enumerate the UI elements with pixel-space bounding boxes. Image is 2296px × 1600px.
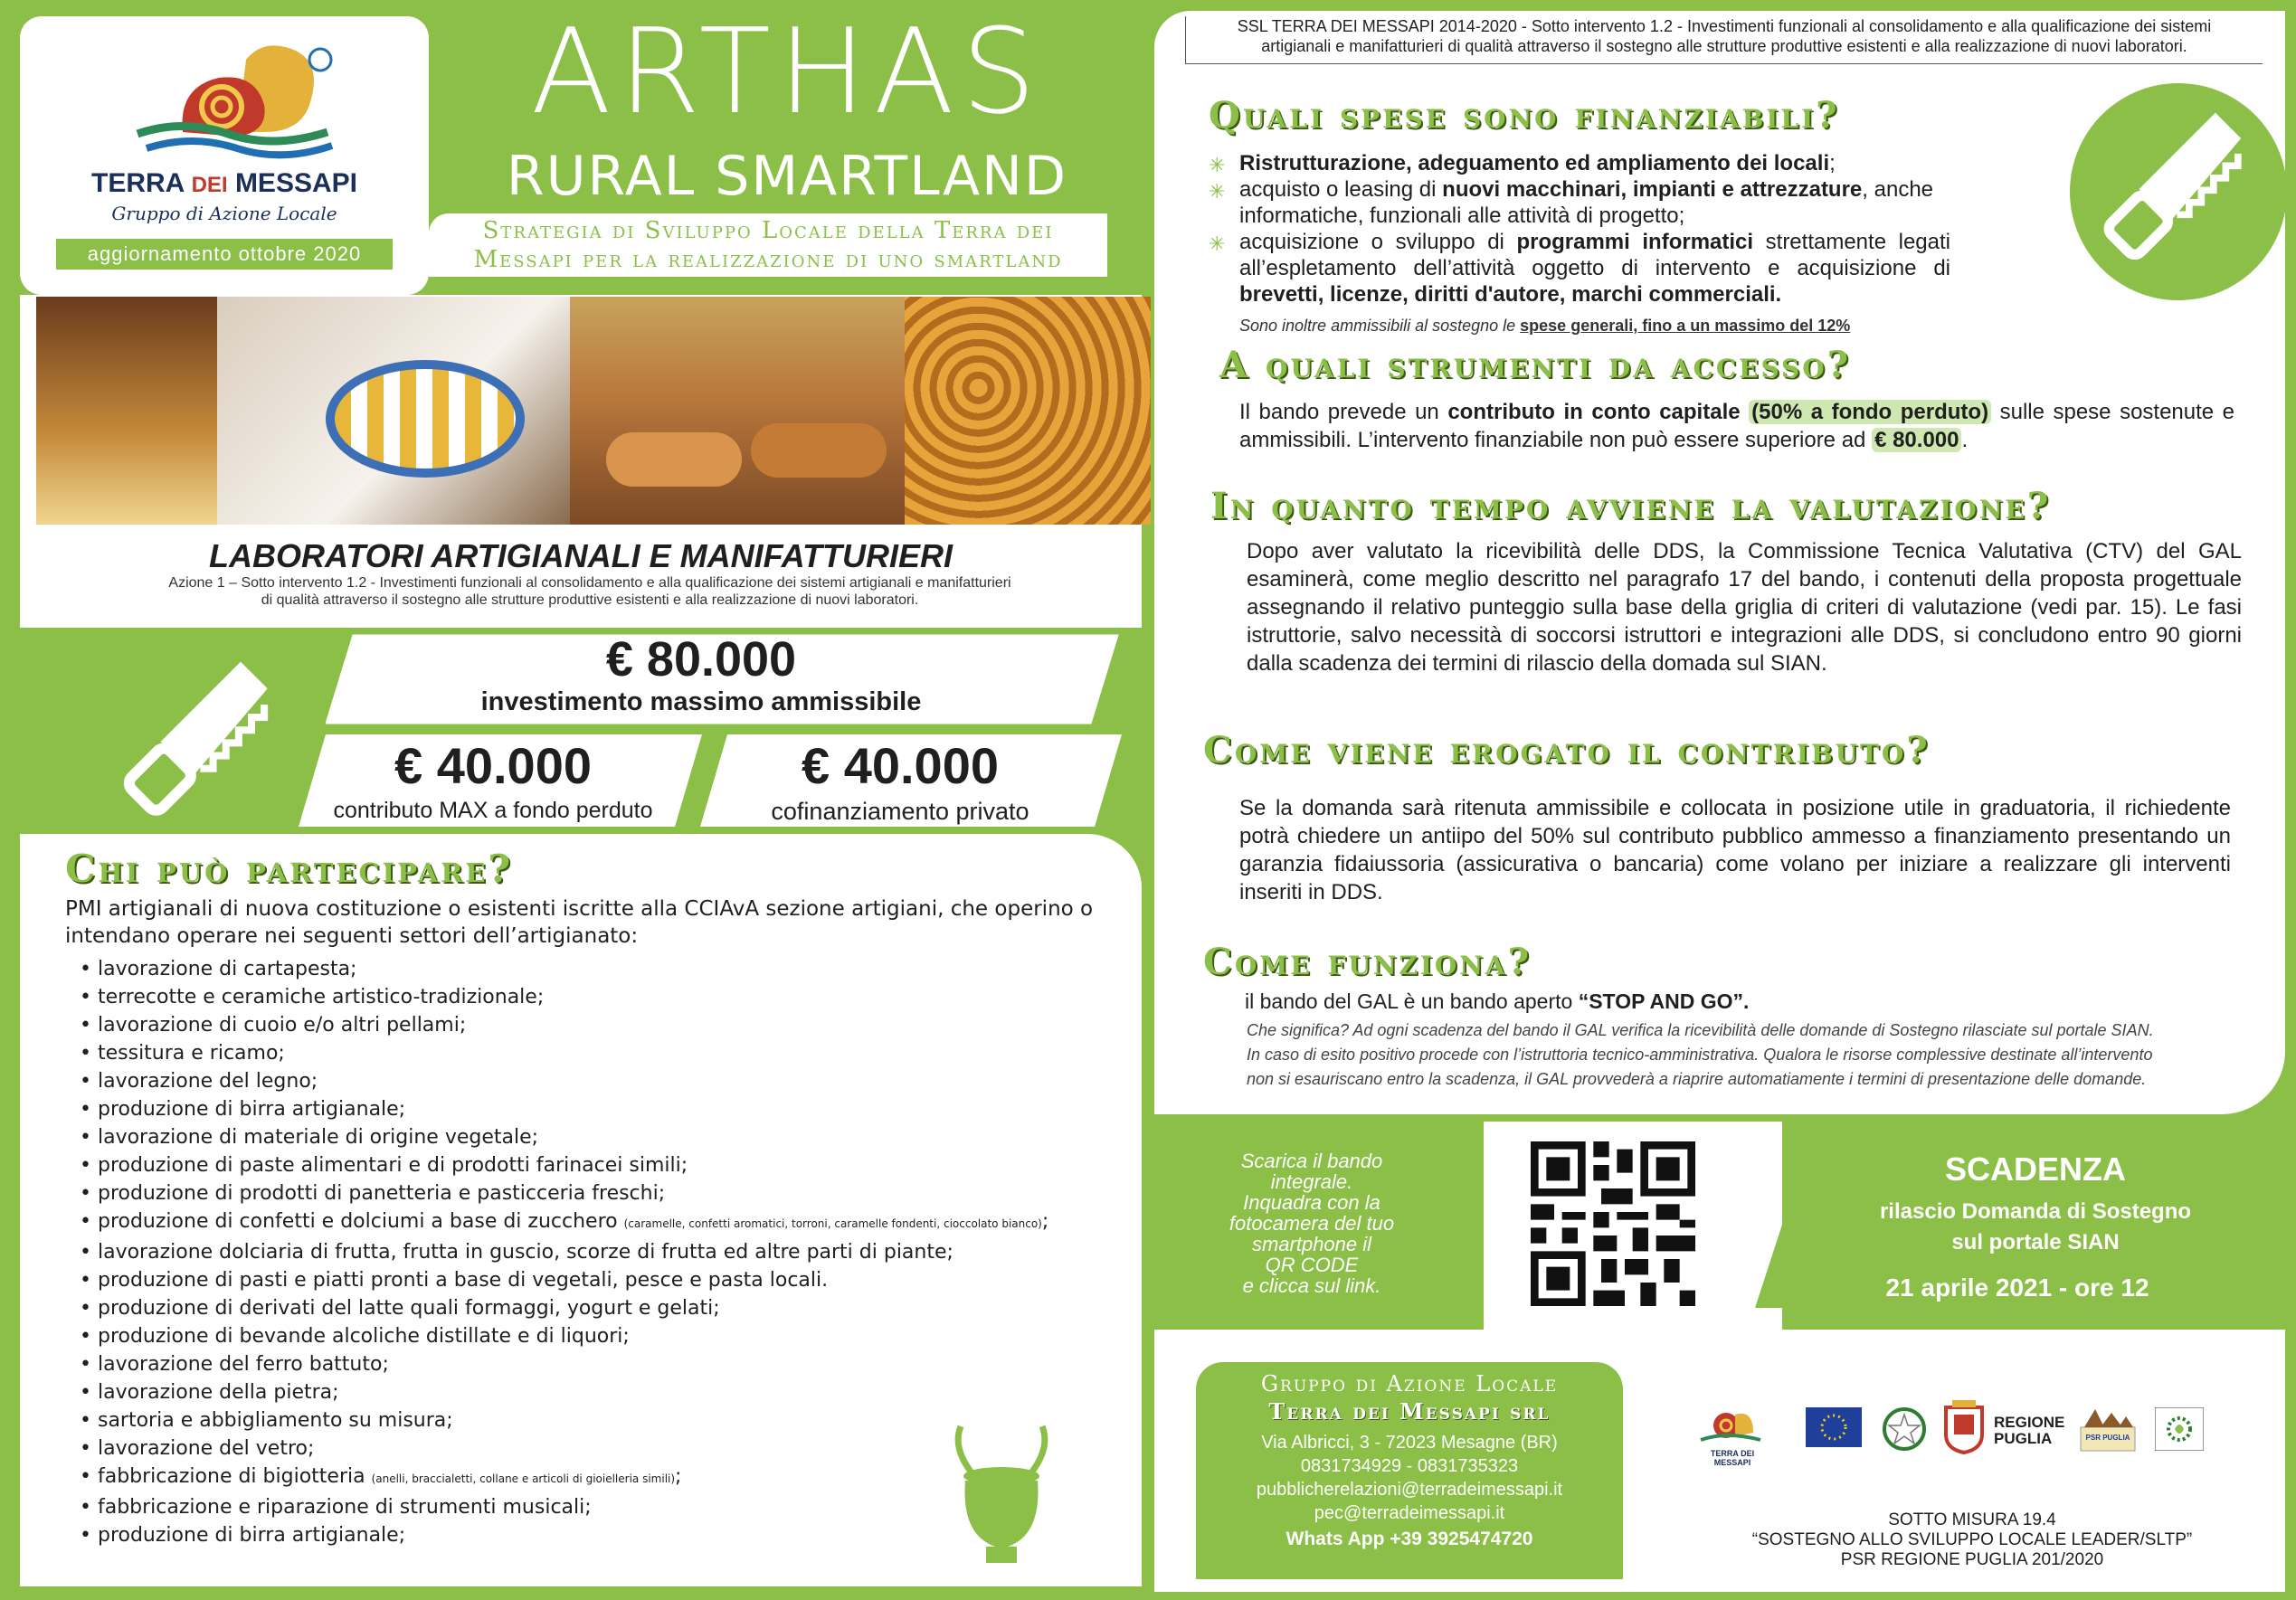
psr-puglia-logo-icon [2079, 1404, 2137, 1454]
lab-desc-1: Azione 1 – Sotto intervento 1.2 - Investimenti funzionali al consolidamento e alla qualificazione dei sistemi artigianali e manifatturieri [168, 575, 1011, 591]
list-item: • produzione di derivati del latte quali formaggi, yogurt e gelati; [80, 1294, 1129, 1322]
italy-emblem-icon [1880, 1404, 1929, 1454]
amount-max-label: investimento massimo ammissibile [480, 687, 922, 716]
logo-box [20, 16, 429, 295]
list-item: • lavorazione del legno; [80, 1067, 1129, 1095]
amount-max-value: € 80.000 [605, 632, 797, 686]
strategy-line-2: Messapi per la realizzazione di uno smartland [473, 246, 1063, 273]
list-item: • produzione di pasti e piatti pronti a base di vegetali, pesce e pasta locali. [80, 1266, 1129, 1294]
gal-title-2: Terra dei Messapi srl [1268, 1398, 1551, 1425]
funziona-text: il bando del GAL è un bando aperto “STOP AND GO”. [1245, 989, 1750, 1013]
ssl-header-line-2: artigianali e manifatturieri di qualità attraverso il sostegno alle strutture produttive esistenti e alla realizzazione di nuovi laboratori. [1261, 37, 2187, 55]
scadenza-line-2: sul portale SIAN [1951, 1230, 2120, 1254]
strategy-box [429, 213, 1107, 277]
logo-name: TERRA DEI MESSAPI [91, 168, 357, 198]
misura-line-1: SOTTO MISURA 19.4 [1888, 1510, 2056, 1529]
list-item: • produzione di confetti e dolciumi a base di zucchero (caramelle, confetti aromatici, torroni, caramelle fondenti, cioccolato bianco); [80, 1207, 1129, 1238]
scadenza-title: SCADENZA [1944, 1150, 2126, 1188]
ssl-header [1185, 16, 2263, 64]
spese-note: Sono inoltre ammissibili al sostegno le spese generali, fino a un massimo del 12% [1239, 317, 1851, 335]
list-item: • produzione di birra artigianale; [80, 1095, 1129, 1123]
chi-intro-2: intendano operare nei seguenti settori dell’artigianato: [65, 924, 639, 948]
terra-dei-messapi-small-logo-icon [1699, 1406, 1762, 1449]
eu-flag-icon [1806, 1407, 1862, 1447]
photo-ceramics [217, 297, 597, 525]
partner-logos [1699, 1404, 2215, 1467]
chi-panel [20, 834, 1142, 1586]
list-item: ✳ Ristrutturazione, adeguamento ed ampliamento dei locali; [1209, 150, 1950, 176]
gal-pec[interactable]: pec@terradeimessapi.it [1314, 1503, 1505, 1523]
list-item: • tessitura e ricamo; [80, 1039, 1129, 1067]
puglia-crest-icon [1941, 1396, 1987, 1454]
list-item: • lavorazione di cuoio e/o altri pellami; [80, 1011, 1129, 1039]
chi-heading: Chi può partecipare? [65, 847, 514, 891]
update-badge: aggiornamento ottobre 2020 [56, 239, 393, 270]
photo-almonds [905, 297, 1151, 525]
list-item: • sartoria e abbigliamento su misura; [80, 1406, 1129, 1434]
strumenti-heading: A quali strumenti da accesso? [1219, 344, 1852, 386]
amount-cofin-value: € 40.000 [802, 737, 999, 794]
list-item: • produzione di bevande alcoliche distillate e di liquori; [80, 1322, 1129, 1350]
psr-puglia-text: PSR PUGLIA [2085, 1434, 2130, 1442]
list-item: • produzione di prodotti di panetteria e pasticceria freschi; [80, 1179, 1129, 1207]
regione-puglia-label: REGIONE PUGLIA [1994, 1414, 2065, 1447]
vase-icon [943, 1413, 1060, 1567]
list-item: • lavorazione della pietra; [80, 1378, 1129, 1406]
gal-phone: 0831734929 - 0831735323 [1300, 1456, 1519, 1476]
list-item: • terrecotte e ceramiche artistico-tradizionale; [80, 983, 1129, 1011]
product-photo-strip [36, 297, 1151, 525]
list-item: • fabbricazione di bigiotteria (anelli, braccialetti, collane e articoli di gioielleria simili); [80, 1463, 1129, 1493]
chi-intro-1: PMI artigianali di nuova costituzione o esistenti iscritte alla CCIAvA sezione artigiani, che operino o [65, 897, 1094, 921]
saw-icon [100, 642, 299, 841]
funziona-italic-1: Che significa? Ad ogni scadenza del bando il GAL verifica la ricevibilità delle domande di Sostegno rilasciate sul portale SIAN. [1247, 1021, 2154, 1039]
lab-desc-2: di qualità attraverso il sostegno alle strutture produttive esistenti e alla realizzazione di nuovi laboratori. [261, 592, 919, 608]
qr-instructions: Scarica il bando integrale. Inquadra con la fotocamera del tuo smartphone il QR CODE e clicca sul link. [1229, 1150, 1395, 1297]
ssl-header-line-1: SSL TERRA DEI MESSAPI 2014-2020 - Sotto intervento 1.2 - Investimenti funzionali al consolidamento e alla qualificazione dei sistemi [1237, 17, 2212, 35]
list-item: • lavorazione dolciaria di frutta, frutta in guscio, scorze di frutta ed altre parti di piante; [80, 1238, 1129, 1266]
list-item: • lavorazione del ferro battuto; [80, 1350, 1129, 1378]
amount-contrib-label: contributo MAX a fondo perduto [333, 798, 653, 823]
gal-address: Via Albricci, 3 - 72023 Mesagne (BR) [1261, 1433, 1558, 1453]
lab-title: LABORATORI ARTIGIANALI E MANIFATTURIERI [209, 537, 953, 574]
misura-line-2: “SOSTEGNO ALLO SVILUPPO LOCALE LEADER/SLTP” [1751, 1530, 2193, 1549]
bread-loaf [751, 423, 887, 478]
amount-cofin-label: cofinanziamento privato [771, 798, 1029, 825]
ceramic-pattern [326, 360, 525, 478]
erogato-text: Se la domanda sarà ritenuta ammissibile e collocata in posizione utile in graduatoria, il richiedente potrà chiedere un antiipo del 50% sul contributo pubblico ammesso a finanziamento presentando un garanzia fidaiussoria (assicurativa o bancaria) come volano per iniziare a realizzare gli interventi inseriti in DDS. [1239, 796, 2231, 904]
spese-heading: Quali spese sono finanziabili? [1209, 94, 1840, 137]
list-item: ✳ acquisto o leasing di nuovi macchinari, impianti e attrezzature, anche informatiche, funzionali alle attività di progetto; [1209, 176, 1950, 229]
funziona-italic-3: non si esauriscano entro la scadenza, il GAL provvederà a riaprire automatiamente i termini di presentazione delle domande. [1247, 1070, 2147, 1088]
gal-whatsapp[interactable]: Whats App +39 3925474720 [1286, 1529, 1533, 1549]
terra-dei-messapi-logo-icon [128, 33, 337, 168]
amount-contrib-value: € 40.000 [394, 737, 592, 794]
lab-panel [20, 295, 1142, 628]
photo-beer [36, 297, 244, 525]
gal-title-1: Gruppo di Azione Locale [1260, 1371, 1559, 1396]
misura-line-3: PSR REGIONE PUGLIA 201/2020 [1840, 1550, 2104, 1569]
logo-subtitle: Gruppo di Azione Locale [111, 203, 337, 224]
list-item: • lavorazione del vetro; [80, 1434, 1129, 1463]
list-item: • lavorazione di cartapesta; [80, 955, 1129, 983]
erogato-heading: Come viene erogato il contributo? [1203, 729, 1931, 772]
list-item: • produzione di paste alimentari e di prodotti farinacei simili; [80, 1151, 1129, 1179]
scadenza-line-1: rilascio Domanda di Sostegno [1879, 1199, 2192, 1224]
strumenti-text: Il bando prevede un contributo in conto capitale (50% a fondo perduto) sulle spese sostenute e ammissibili. L’intervento finanziabile non può essere superiore ad € 80.000 . [1239, 400, 2235, 452]
funziona-heading: Come funziona? [1203, 941, 1532, 983]
saw-icon [2081, 94, 2271, 284]
list-item: ✳ acquisizione o sviluppo di programmi informatici strettamente legati all’espletamento dell’attività oggetto di intervento e acquisizione di brevetti, licenze, diritti d'autore, marchi commerciali. [1209, 229, 1950, 308]
qr-code-icon[interactable] [1531, 1141, 1695, 1306]
list-item: • produzione di birra artigianale; [80, 1521, 1129, 1549]
bread-loaf [606, 432, 742, 487]
valutazione-text: Dopo aver valutato la ricevibilità delle DDS, la Commissione Tecnica Valutativa (CTV) del GAL esaminerà, come meglio descritto nel paragrafo 17 del bando, i contenuti della proposta progettuale assegnando il relativo punteggio sulla base della griglia di criteri di valutazione (vedi par. 15). Le fasi istruttorie, salvo necessità di soccorsi istruttori e integrazioni alle DDS, si concludono entro 90 giorni dalla scadenza dei termini di rilascio della domada sul SIAN. [1247, 539, 2242, 676]
gal-email[interactable]: pubblicherelazioni@terradeimessapi.it [1256, 1480, 1563, 1500]
spese-list [1209, 150, 1950, 308]
list-item: • lavorazione di materiale di origine vegetale; [80, 1123, 1129, 1151]
leader-logo-icon [2155, 1407, 2204, 1451]
funziona-italic-2: In caso di esito positivo procede con l’istruttoria tecnico-amministrativa. Qualora le risorse complessive destinate all’intervento [1247, 1046, 2153, 1064]
scadenza-date: 21 aprile 2021 - ore 12 [1885, 1273, 2149, 1302]
list-item: • fabbricazione e riparazione di strumenti musicali; [80, 1493, 1129, 1521]
strategy-line-1: Strategia di Sviluppo Locale della Terra dei [482, 217, 1054, 244]
main-title: ARTHAS [530, 3, 1044, 140]
small-logo-text: TERRA DEI MESSAPI [1710, 1449, 1755, 1467]
main-subtitle: RURAL SMARTLAND [506, 145, 1068, 208]
valutazione-heading: In quanto tempo avviene la valutazione? [1210, 485, 2052, 527]
photo-bread [570, 297, 914, 525]
